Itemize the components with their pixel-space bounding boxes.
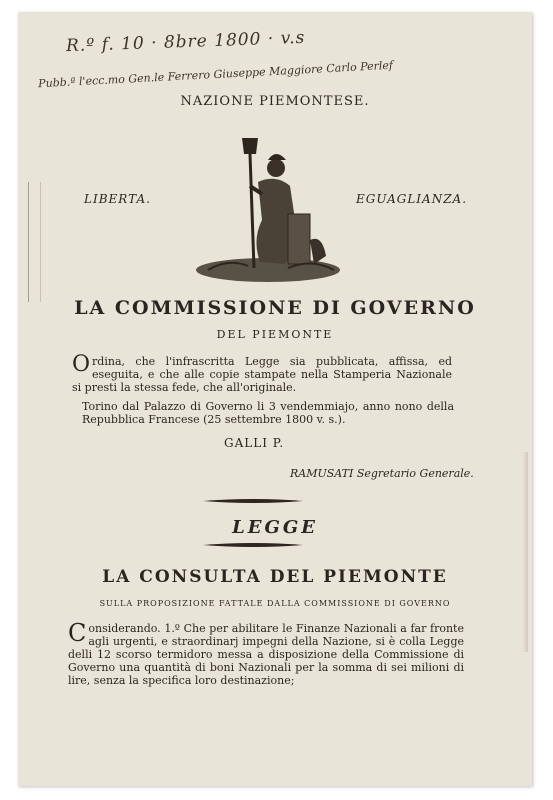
secretary-signature: RAMUSATI Segretario Generale.	[290, 467, 474, 480]
ordina-initial: O	[72, 352, 91, 377]
ordina-text: rdina, che l'infrascritta Legge sia pubblicata, affissa, ed eseguita, e che alle copie stampate nella Stamperia Nazionale si presti la stessa fede, che all'originale.	[72, 355, 452, 394]
considerando-initial: C	[68, 619, 87, 647]
commission-title: LA COMMISSIONE DI GOVERNO	[74, 297, 476, 319]
consulta-subtitle: SULLA PROPOSIZIONE FATTALE DALLA COMMISSIONE DI GOVERNO	[99, 599, 451, 608]
ornamental-rule-top	[203, 498, 303, 504]
nation-heading: NAZIONE PIEMONTESE.	[180, 94, 370, 109]
liberty-figure-vignette	[188, 130, 348, 292]
ornamental-rule-bottom	[203, 542, 303, 548]
ordina-paragraph	[72, 352, 452, 394]
considerando-text: onsiderando. 1.º Che per abilitare le Finanze Nazionali a far fronte agli urgenti, e straordinarj impegni della Nazione, si è colla Legge delli 12 scorso termidoro messa a disposizione della Commissione di Governo una quantità di boni Nazionali per la somma di sei milioni di lire, senza la specifica loro destinazione;	[68, 622, 464, 687]
signatory: GALLI P.	[224, 436, 285, 450]
page-edge-fold	[522, 452, 528, 652]
document-page	[18, 12, 532, 786]
handwritten-note-1: R.º f. 10 · 8bre 1800 · v.s	[65, 27, 306, 57]
legge-heading: LEGGE	[232, 517, 318, 538]
binding-stitch	[18, 182, 41, 302]
motto-liberta: LIBERTA.	[84, 192, 151, 206]
motto-eguaglianza: EGUAGLIANZA.	[356, 192, 468, 206]
handwritten-note-2: Pubb.ª l'ecc.mo Gen.le Ferrero Giuseppe Maggiore Carlo Perlef	[37, 58, 394, 91]
dateline-paragraph: Torino dal Palazzo di Governo li 3 vendemmiajo, anno nono della Repubblica Francese (25 settembre 1800 v. s.).	[82, 400, 454, 426]
commission-subtitle: DEL PIEMONTE	[216, 328, 334, 341]
consulta-heading: LA CONSULTA DEL PIEMONTE	[102, 567, 448, 587]
considerando-paragraph	[68, 619, 464, 687]
